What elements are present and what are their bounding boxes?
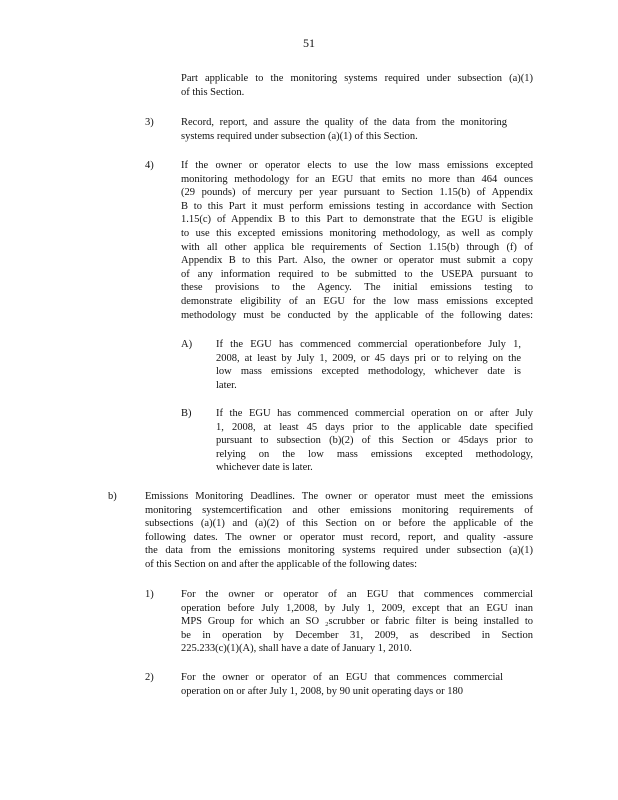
- text-line: Appendix B to this Part. Also, the owner or operator must submit a copy: [181, 255, 533, 267]
- text-line: with all other applica ble requirements of Section 1.15(b) through (f) of: [181, 241, 533, 253]
- text-line: If the owner or operator elects to use the low mass emissions excepted: [181, 160, 533, 171]
- text-line: For the owner or operator of an EGU that commences commercial: [181, 672, 503, 683]
- text-line: (29 pounds) of mercury per year pursuant to Section 1.15(b) of Appendix: [181, 187, 533, 199]
- text-line: 1.15(c) of Appendix B to this Part to demonstrate that the EGU is eligible: [181, 214, 533, 226]
- item-b1-paragraph: [181, 588, 533, 656]
- text-line: Emissions Monitoring Deadlines. The owner or operator must meet the emissions: [145, 491, 533, 502]
- text-line: monitoring systemcertification and other emissions monitoring requirements of: [145, 504, 533, 516]
- text-line: MPS Group for which an SO ₂scrubber or fabric filter is being installed to: [181, 616, 533, 628]
- item-4b-paragraph: [216, 407, 533, 475]
- text-line: of this Section on and after the applicable of the following dates:: [145, 558, 418, 570]
- text-line: the data from the emissions monitoring systems required under subsection (a)(1): [145, 545, 533, 557]
- text-line: operation before July 1,2008, by July 1, 2009, except that an EGU inan: [181, 602, 533, 614]
- item-marker: B): [181, 408, 192, 419]
- item-marker: A): [181, 339, 193, 350]
- item-marker: 3): [145, 117, 154, 128]
- text-line: Part applicable to the monitoring systems required under subsection (a)(1): [181, 73, 533, 84]
- item-marker: b): [108, 491, 117, 502]
- text-line: 225.233(c)(1)(A), shall have a date of January 1, 2010.: [181, 643, 412, 655]
- text-line: relying on the low mass emissions excepted methodology,: [216, 448, 533, 460]
- text-line: 1, 2008, at least 45 days prior to the applicable date specified: [216, 421, 533, 433]
- text-line: demonstrate eligibility of an EGU for the low mass emissions excepted: [181, 295, 533, 307]
- item-3-paragraph: [181, 116, 507, 143]
- item-b-paragraph: [145, 490, 533, 572]
- top-fragment-paragraph: [181, 72, 533, 99]
- text-line: subsections (a)(1) and (a)(2) of this Section on or before the applicable of the: [145, 518, 533, 530]
- text-line: be in operation by December 31, 2009, as described in Section: [181, 629, 533, 641]
- text-line: of any information required to be submitted to the USEPA pursuant to: [181, 268, 533, 280]
- text-line: these provisions to the Agency. The initial emissions testing to: [181, 282, 533, 294]
- text-line: If the EGU has commenced commercial operation on or after July: [216, 408, 533, 419]
- text-line: following dates. The owner or operator must record, report, and quality -assure: [145, 531, 533, 543]
- item-marker: 4): [145, 160, 154, 171]
- text-line: 2008, at least by July 1, 2009, or 45 days pri or to relying on the: [216, 352, 521, 364]
- item-4a-paragraph: [216, 338, 521, 392]
- item-b2-paragraph: [181, 671, 503, 698]
- text-line: Record, report, and assure the quality of the data from the monitoring: [181, 117, 507, 128]
- text-line: low mass emissions excepted methodology, whichever date is: [216, 366, 521, 378]
- text-line: whichever date is later.: [216, 462, 313, 474]
- text-line: B to this Part it must perform emissions testing in accordance with Section: [181, 200, 533, 212]
- text-line: of this Section.: [181, 86, 245, 98]
- text-line: pursuant to subsection (b)(2) of this Section or 45days prior to: [216, 435, 533, 447]
- text-line: systems required under subsection (a)(1) of this Section.: [181, 130, 418, 142]
- text-line: methodology must be conducted by the applicable of the following dates:: [181, 309, 533, 321]
- text-line: monitoring methodology for an EGU that emits no more than 464 ounces: [181, 173, 533, 185]
- text-line: to use this excepted emissions monitoring methodology, as well as comply: [181, 227, 533, 239]
- text-line: If the EGU has commenced commercial operationbefore July 1,: [216, 339, 521, 350]
- page-number: 51: [303, 36, 315, 50]
- text-line: operation on or after July 1, 2008, by 90 unit operating days or 180: [181, 685, 463, 697]
- text-line: For the owner or operator of an EGU that commences commercial: [181, 589, 533, 600]
- item-4-paragraph: [181, 159, 533, 322]
- item-marker: 2): [145, 672, 154, 683]
- text-line: later.: [216, 379, 237, 391]
- item-marker: 1): [145, 589, 154, 600]
